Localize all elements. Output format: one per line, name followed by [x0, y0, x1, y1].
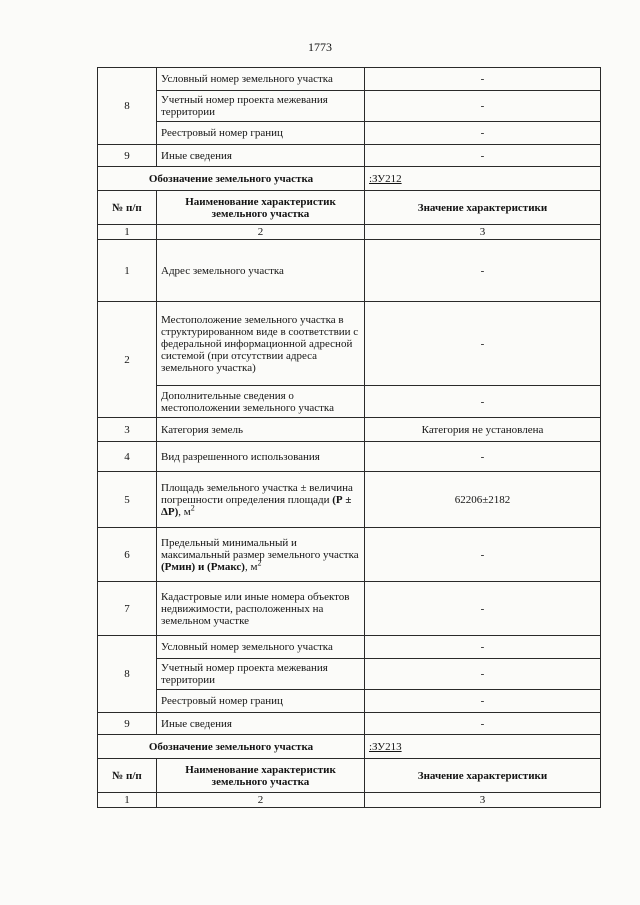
row-value: - — [365, 122, 601, 145]
row-value: - — [365, 302, 601, 386]
table-row — [98, 713, 601, 735]
unit-superscript: 2 — [190, 502, 195, 512]
designation-row — [98, 167, 601, 191]
row-value: - — [365, 582, 601, 636]
header-name: Наименование характеристик земельного участка — [157, 191, 365, 225]
row-value: Категория не установлена — [365, 418, 601, 442]
designation-value: :ЗУ212 — [365, 167, 601, 191]
row-label: Кадастровые или иные номера объектов недвижимости, расположенных на земельном участке — [157, 582, 365, 636]
row-label — [157, 472, 365, 528]
row-label-text: Предельный минимальный и максимальный размер земельного участка — [161, 536, 359, 561]
table-row — [98, 240, 601, 302]
designation-label: Обозначение земельного участка — [98, 167, 365, 191]
table-row — [98, 659, 601, 690]
header-row — [98, 759, 601, 793]
row-label: Иные сведения — [157, 145, 365, 167]
header-number: № п/п — [98, 191, 157, 225]
row-label-unit: , м — [178, 505, 191, 518]
land-plot-table-continuation — [97, 67, 601, 808]
row-label-formula: (Р ± ΔР) — [161, 493, 352, 518]
row-label: Учетный номер проекта межевания территории — [157, 659, 365, 690]
row-number: 6 — [98, 528, 157, 582]
table-row — [98, 68, 601, 91]
row-number: 3 — [98, 418, 157, 442]
row-label: Дополнительные сведения о местоположении земельного участка — [157, 386, 365, 418]
index-cell: 1 — [98, 225, 157, 240]
row-value: - — [365, 68, 601, 91]
row-value: - — [365, 636, 601, 659]
header-row — [98, 191, 601, 225]
index-cell: 3 — [365, 225, 601, 240]
row-label: Учетный номер проекта межевания территории — [157, 91, 365, 122]
row-value: - — [365, 91, 601, 122]
row-label: Категория земель — [157, 418, 365, 442]
row-number: 8 — [98, 68, 157, 145]
index-cell: 2 — [157, 225, 365, 240]
header-value: Значение характеристики — [365, 759, 601, 793]
index-cell: 1 — [98, 793, 157, 808]
row-label: Вид разрешенного использования — [157, 442, 365, 472]
index-cell: 2 — [157, 793, 365, 808]
row-number: 5 — [98, 472, 157, 528]
row-label: Условный номер земельного участка — [157, 68, 365, 91]
table-row — [98, 386, 601, 418]
row-number: 9 — [98, 145, 157, 167]
row-value: - — [365, 659, 601, 690]
row-number: 8 — [98, 636, 157, 713]
row-label: Местоположение земельного участка в структурированном виде в соответствии с федеральной информационной адресной системой (при отсутствии адреса земельного участка) — [157, 302, 365, 386]
row-label: Условный номер земельного участка — [157, 636, 365, 659]
table-row — [98, 418, 601, 442]
table-row — [98, 636, 601, 659]
table-row — [98, 122, 601, 145]
index-row — [98, 793, 601, 808]
row-value: - — [365, 145, 601, 167]
row-label: Реестровый номер границ — [157, 122, 365, 145]
row-label: Иные сведения — [157, 713, 365, 735]
row-number: 4 — [98, 442, 157, 472]
header-number: № п/п — [98, 759, 157, 793]
row-value: - — [365, 690, 601, 713]
row-label: Адрес земельного участка — [157, 240, 365, 302]
designation-label: Обозначение земельного участка — [98, 735, 365, 759]
row-value: - — [365, 713, 601, 735]
unit-superscript: 2 — [257, 557, 262, 567]
header-value: Значение характеристики — [365, 191, 601, 225]
row-number: 1 — [98, 240, 157, 302]
designation-value: :ЗУ213 — [365, 735, 601, 759]
page-number: 1773 — [308, 40, 332, 54]
row-value: - — [365, 386, 601, 418]
row-number: 2 — [98, 302, 157, 418]
row-value: 62206±2182 — [365, 472, 601, 528]
row-label-text: Площадь земельного участка ± величина погрешности определения площади — [161, 481, 353, 506]
row-number: 9 — [98, 713, 157, 735]
index-row — [98, 225, 601, 240]
row-label-formula: (Рмин) и (Рмакс) — [161, 560, 245, 573]
table-row — [98, 91, 601, 122]
row-value: - — [365, 240, 601, 302]
row-value: - — [365, 442, 601, 472]
row-label — [157, 528, 365, 582]
table-row — [98, 442, 601, 472]
table-row — [98, 302, 601, 386]
designation-row — [98, 735, 601, 759]
index-cell: 3 — [365, 793, 601, 808]
row-number: 7 — [98, 582, 157, 636]
table-row — [98, 582, 601, 636]
table-row — [98, 690, 601, 713]
row-value: - — [365, 528, 601, 582]
row-label: Реестровый номер границ — [157, 690, 365, 713]
table-row — [98, 528, 601, 582]
table-row — [98, 145, 601, 167]
table-row — [98, 472, 601, 528]
row-label-unit: , м — [244, 560, 258, 573]
header-name: Наименование характеристик земельного участка — [157, 759, 365, 793]
